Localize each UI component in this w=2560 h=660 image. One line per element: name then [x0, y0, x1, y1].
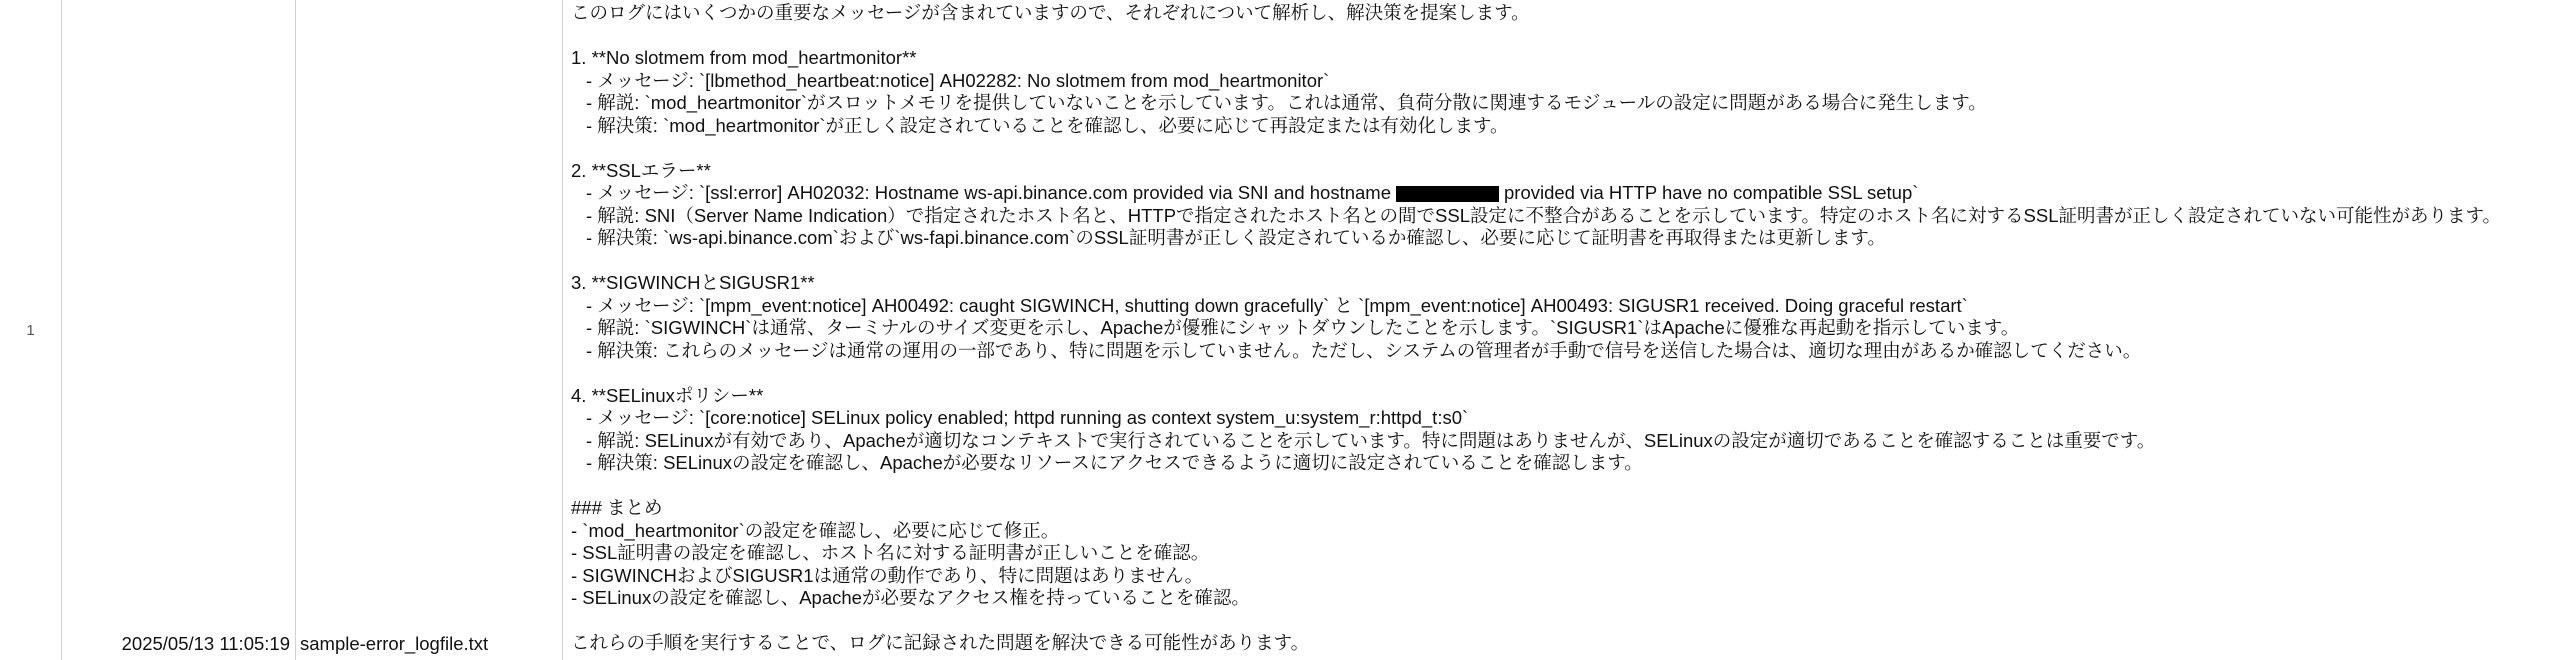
- section-explanation: - 解説: `SIGWINCH`は通常、ターミナルのサイズ変更を示し、Apacheが優雅にシャットダウンしたことを示します。`SIGUSR1`はApacheに優雅な再起動を指示しています。: [586, 317, 2020, 338]
- section-message: - メッセージ: `[core:notice] SELinux policy enabled; httpd running as context system_u:system_r:httpd_t:s0`: [586, 407, 1469, 428]
- section-solution: - 解決策: SELinuxの設定を確認し、Apacheが必要なリソースにアクセスできるように適切に設定されていることを確認します。: [586, 452, 1643, 473]
- analysis-cell[interactable]: [563, 0, 2560, 660]
- section-heading: 2. **SSLエラー**: [571, 159, 711, 181]
- timestamp: 2025/05/13 11:05:19: [121, 632, 290, 654]
- section-solution: - 解決策: `ws-api.binance.com`および`ws-fapi.binance.com`のSSL証明書が正しく設定されているか確認し、必要に応じて証明書を再取得または更新します。: [586, 227, 1886, 248]
- row-header[interactable]: [0, 0, 62, 660]
- section-message: - メッセージ: `[mpm_event:notice] AH00492: caught SIGWINCH, shutting down gracefully` と `[mpm_event:notice] AH00493: SIGUSR1 received. Doing graceful restart`: [586, 294, 1968, 316]
- section-solution: - 解決策: `mod_heartmonitor`が正しく設定されていることを確認し、必要に応じて再設定または有効化します。: [586, 114, 1509, 136]
- summary-item: - `mod_heartmonitor`の設定を確認し、必要に応じて修正。: [571, 519, 1060, 541]
- summary-item: - SELinuxの設定を確認し、Apacheが必要なアクセス権を持っていることを確認。: [571, 587, 1250, 608]
- section-explanation: - 解説: `mod_heartmonitor`がスロットメモリを提供していないことを示しています。これは通常、負荷分散に関連するモジュールの設定に問題がある場合に発生します。: [586, 92, 1987, 113]
- section-message: [571, 182, 2560, 205]
- blank-line: [571, 362, 2560, 385]
- intro-text: このログにはいくつかの重要なメッセージが含まれていますので、それぞれについて解析し、解決策を提案します。: [571, 2, 1530, 23]
- section-heading: 4. **SELinuxポリシー**: [571, 384, 764, 406]
- timestamp-cell[interactable]: [62, 0, 296, 660]
- section-solution: - 解決策: これらのメッセージは通常の運用の一部であり、特に問題を示していません。ただし、システムの管理者が手動で信号を送信した場合は、適切な理由があるか確認してください。: [586, 339, 2142, 361]
- filename-cell[interactable]: [296, 0, 563, 660]
- message-text-after-redaction: provided via HTTP have no compatible SSL setup`: [1504, 182, 1919, 203]
- filename: sample-error_logfile.txt: [300, 632, 489, 654]
- conclusion-text: これらの手順を実行することで、ログに記録された問題を解決できる可能性があります。: [571, 632, 1310, 653]
- summary-item: - SSL証明書の設定を確認し、ホスト名に対する証明書が正しいことを確認。: [571, 542, 1210, 563]
- message-text-before-redaction: - メッセージ: `[ssl:error] AH02032: Hostname ws-api.binance.com provided via SNI and hostname: [586, 182, 1391, 203]
- section-explanation: - 解説: SELinuxが有効であり、Apacheが適切なコンテキストで実行されていることを示しています。特に問題はありませんが、SELinuxの設定が適切であることを確認することは重要です。: [586, 429, 2156, 451]
- section-heading: 3. **SIGWINCHとSIGUSR1**: [571, 272, 815, 293]
- blank-line: [571, 475, 2560, 498]
- summary-item: - SIGWINCHおよびSIGUSR1は通常の動作であり、特に問題はありません。: [571, 564, 1204, 586]
- section-heading: 1. **No slotmem from mod_heartmonitor**: [571, 47, 917, 68]
- blank-line: [571, 610, 2560, 633]
- section-explanation: - 解説: SNI（Server Name Indication）で指定されたホスト名と、HTTPで指定されたホスト名との間でSSL設定に不整合があることを示しています。特定のホスト名に対するSSL証明書が正しく設定されていない可能性があります。: [586, 204, 2502, 226]
- section-message: - メッセージ: `[lbmethod_heartbeat:notice] AH02282: No slotmem from mod_heartmonitor`: [586, 69, 1330, 91]
- row-number: 1: [26, 321, 35, 339]
- summary-heading: ### まとめ: [571, 497, 663, 518]
- blank-line: [571, 137, 2560, 160]
- redacted-hostname-block: [1396, 186, 1499, 202]
- blank-line: [571, 25, 2560, 48]
- blank-line: [571, 250, 2560, 273]
